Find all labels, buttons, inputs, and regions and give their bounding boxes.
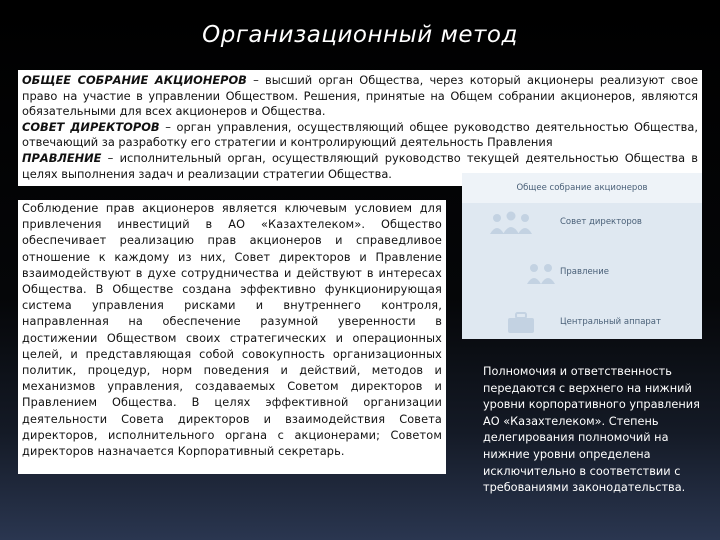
definition-term: ОБЩЕЕ СОБРАНИЕ АКЦИОНЕРОВ — [22, 73, 247, 87]
diagram-level-management — [462, 257, 702, 287]
definition-text: – исполнительный орган, осуществляющий руководство текущей деятельностью Общества в целях выполнения задач и реализации стратегии Общества. — [22, 150, 698, 181]
definition-text: – высший орган Общества, через который акционеры реализуют свое право на участие в управлении Обществом. Решения, принятые на Общем собрании акционеров, являются обязательными для всех акционеров и Общества. — [22, 73, 699, 119]
definition-shareholders-meeting — [22, 73, 698, 120]
definitions-block — [18, 70, 702, 186]
diagram-level-shareholders — [462, 173, 702, 203]
governance-diagram — [462, 173, 702, 339]
diagram-level-label: Центральный аппарат — [560, 317, 661, 327]
people-group-icon — [488, 210, 534, 236]
diagram-level-central-office — [462, 307, 702, 337]
side-note: Полномочия и ответственность передаются с верхнего на нижний уровни корпоративного управления АО «Казахтелеком». Степень делегирования полномочий на нижние уровни определена исключительно в соответствии с требованиями законодательства. — [483, 365, 700, 495]
briefcase-icon — [506, 312, 536, 334]
diagram-level-board — [462, 207, 702, 237]
definition-text: – орган управления, осуществляющий общее руководство деятельностью Общества, отвечающий за разработку его стратегии и контролирующий деятельность Правления — [22, 119, 698, 150]
diagram-level-label: Общее собрание акционеров — [516, 183, 648, 193]
definition-term: СОВЕТ ДИРЕКТОРОВ — [22, 119, 160, 134]
diagram-level-label: Правление — [560, 267, 609, 277]
diagram-level-label: Совет директоров — [560, 217, 642, 227]
people-icon — [524, 260, 558, 286]
definition-board-of-directors — [22, 120, 698, 151]
definition-term: ПРАВЛЕНИЕ — [22, 150, 102, 165]
slide-title: Организационный метод — [202, 22, 518, 48]
main-text-block: Соблюдение прав акционеров является ключевым условием для привлечения инвестиций в АО «Казахтелеком». Общество обеспечивает реализацию прав акционеров и справедливое отношение к каждому из них, Совет директоров и Правление взаимодействуют в духе сотрудничества и действуют в интересах Общества. В Обществе создана эффективно функционирующая система управления рисками и внутреннего контроля, направленная на обеспечение разумной уверенности в достижении Обществом своих стратегических и операционных целей, и представляющая собой совокупность организационных политик, процедур, норм поведения и действий, методов и механизмов управления, создаваемых Советом директоров и Правлением Общества. В целях эффективной организации деятельности Совета директоров и взаимодействия Совета директоров, исполнительного органа с акционерами; Советом директоров назначается Корпоративный секретарь. — [18, 200, 446, 474]
